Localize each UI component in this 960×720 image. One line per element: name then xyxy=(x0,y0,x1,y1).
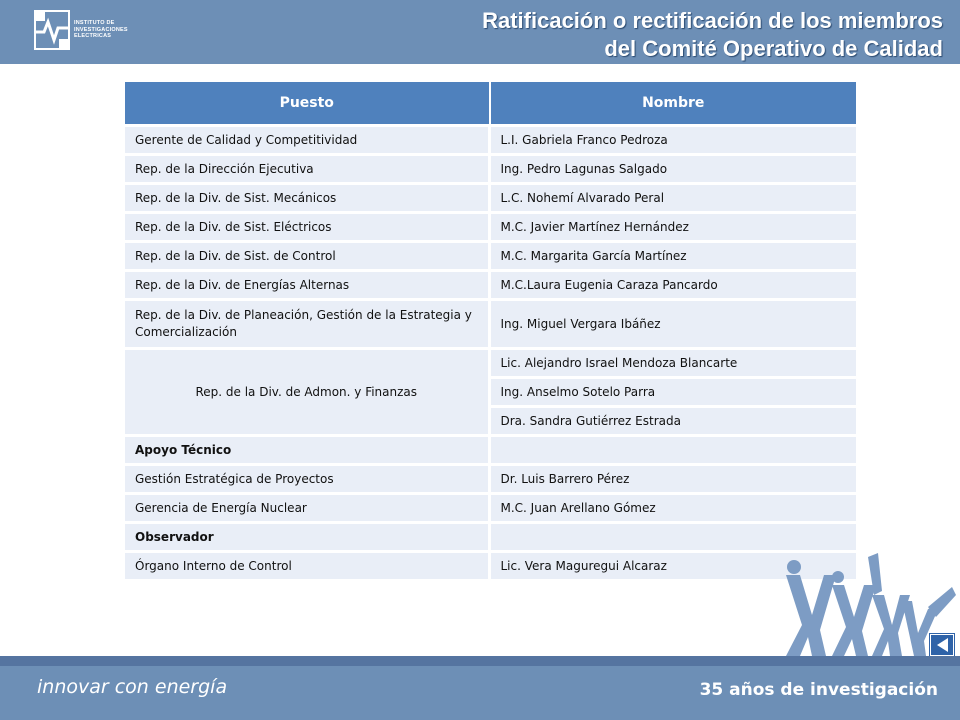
nombre-cell: L.I. Gabriela Franco Pedroza xyxy=(491,127,857,153)
section-row-observador xyxy=(125,524,856,550)
iie-logo-icon xyxy=(34,10,70,50)
puesto-cell: Gestión Estratégica de Proyectos xyxy=(125,466,491,492)
nombre-cell: Dra. Sandra Gutiérrez Estrada xyxy=(491,408,857,434)
committee-table xyxy=(125,79,856,582)
column-header-nombre: Nombre xyxy=(491,82,857,124)
table-row xyxy=(125,185,856,211)
puesto-cell: Rep. de la Div. de Planeación, Gestión de la Estrategia y Comercialización xyxy=(125,301,491,347)
puesto-cell: Rep. de la Div. de Energías Alternas xyxy=(125,272,491,298)
table-row xyxy=(125,466,856,492)
puesto-cell: Gerencia de Energía Nuclear xyxy=(125,495,491,521)
page-title xyxy=(482,7,943,63)
nombre-cell: M.C. Margarita García Martínez xyxy=(491,243,857,269)
puesto-cell: Rep. de la Div. de Sist. Mecánicos xyxy=(125,185,491,211)
table-row xyxy=(125,127,856,153)
nombre-cell: L.C. Nohemí Alvarado Peral xyxy=(491,185,857,211)
iie-logo xyxy=(34,10,128,50)
puesto-cell: Rep. de la Dirección Ejecutiva xyxy=(125,156,491,182)
logo-text-line: ELECTRICAS xyxy=(74,33,112,40)
puesto-cell: Órgano Interno de Control xyxy=(125,553,491,579)
header-bar xyxy=(0,0,960,64)
empty-cell xyxy=(491,437,857,463)
table-row xyxy=(125,156,856,182)
puesto-cell: Rep. de la Div. de Sist. de Control xyxy=(125,243,491,269)
table-row xyxy=(125,495,856,521)
logo-text-line: INVESTIGACIONES xyxy=(74,26,128,33)
logo-text-line: INSTITUTO DE xyxy=(74,20,115,27)
nombre-cell: M.C.Laura Eugenia Caraza Pancardo xyxy=(491,272,857,298)
nombre-cell: M.C. Javier Martínez Hernández xyxy=(491,214,857,240)
committee-table-wrapper xyxy=(125,82,856,582)
nombre-cell: Ing. Miguel Vergara Ibáñez xyxy=(491,301,857,347)
section-row-apoyo xyxy=(125,437,856,463)
table-header-row xyxy=(125,82,856,124)
title-line-2: del Comité Operativo de Calidad xyxy=(604,36,943,61)
nombre-cell: Lic. Alejandro Israel Mendoza Blancarte xyxy=(491,350,857,376)
puesto-cell: Gerente de Calidad y Competitividad xyxy=(125,127,491,153)
table-row xyxy=(125,553,856,579)
section-label-observador: Observador xyxy=(125,524,491,550)
nombre-cell: Dr. Luis Barrero Pérez xyxy=(491,466,857,492)
footer-divider xyxy=(0,656,960,666)
nombre-cell: Ing. Pedro Lagunas Salgado xyxy=(491,156,857,182)
triangle-left-icon xyxy=(931,635,953,655)
puesto-cell: Rep. de la Div. de Sist. Eléctricos xyxy=(125,214,491,240)
table-row xyxy=(125,350,856,376)
table-row xyxy=(125,301,856,347)
section-label-apoyo: Apoyo Técnico xyxy=(125,437,491,463)
nombre-cell: Lic. Vera Maguregui Alcaraz xyxy=(491,553,857,579)
table-row xyxy=(125,243,856,269)
footer-tagline: innovar con energía xyxy=(37,676,228,698)
puesto-cell-admon: Rep. de la Div. de Admon. y Finanzas xyxy=(125,350,491,434)
title-line-1: Ratificación o rectificación de los miembros xyxy=(482,8,943,33)
nombre-cell: M.C. Juan Arellano Gómez xyxy=(491,495,857,521)
table-row xyxy=(125,214,856,240)
nombre-cell: Ing. Anselmo Sotelo Parra xyxy=(491,379,857,405)
table-row xyxy=(125,272,856,298)
footer-anniversary: 35 años de investigación xyxy=(699,680,938,700)
column-header-puesto: Puesto xyxy=(125,82,491,124)
previous-slide-button[interactable] xyxy=(930,634,954,656)
